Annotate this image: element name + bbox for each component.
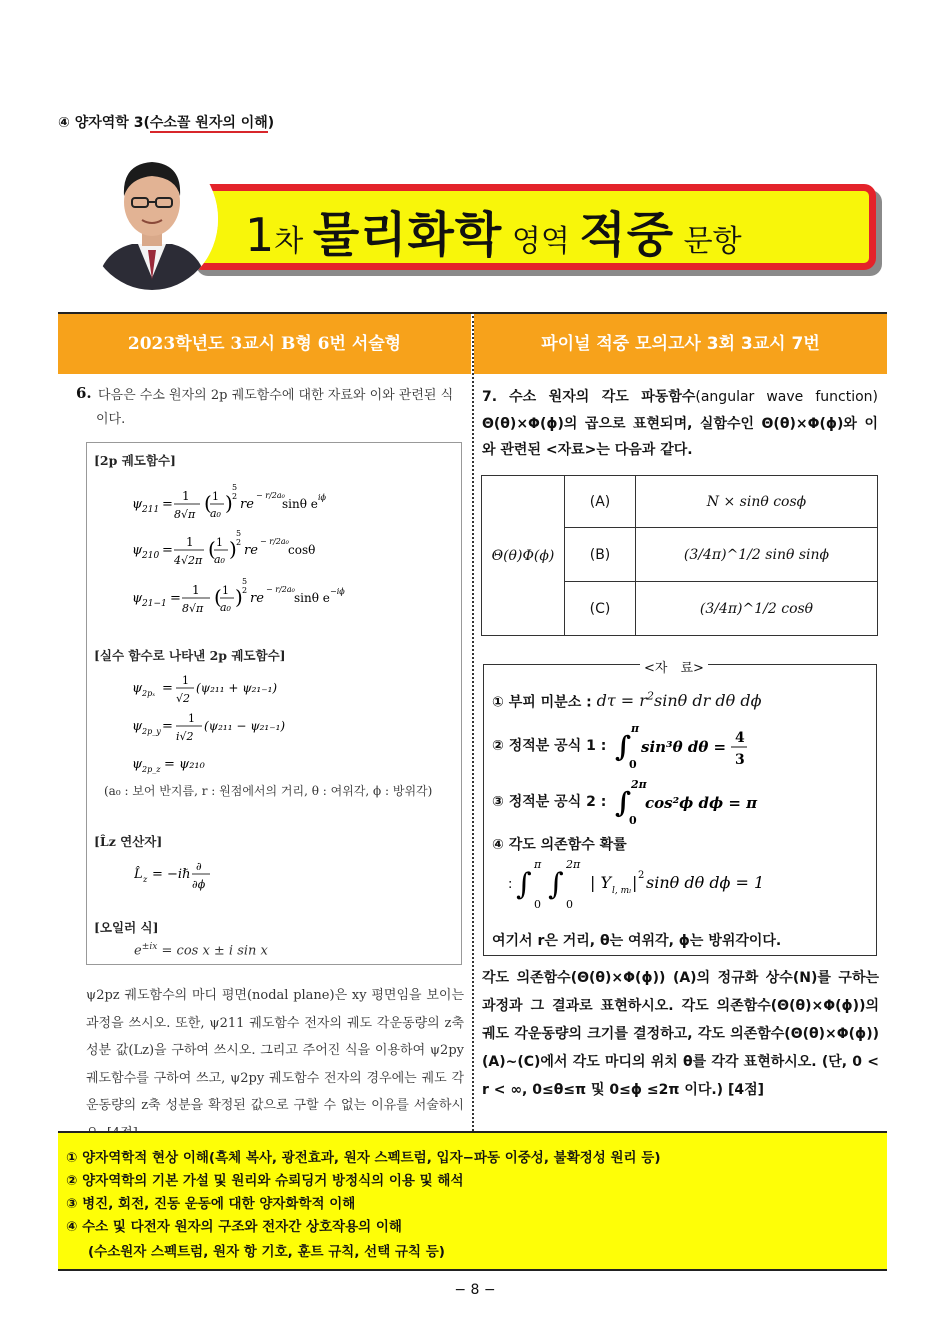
svg-text:=: = <box>170 591 181 606</box>
svg-text:√2: √2 <box>176 692 191 705</box>
question-number: 6. <box>76 384 92 402</box>
equation-euler: $e^{\pm ix} = \cos x \pm i$ sin x <box>134 942 268 959</box>
table-value-c: (3/4π)^1/2 cosθ <box>636 582 878 636</box>
svg-text:sinθ e: sinθ e <box>282 497 318 511</box>
question-7-task: 각도 의존함수(Θ(θ)×Φ(ϕ)) (A)의 정규화 상수(N)를 구하는 과정과 그 결과로 표현하시오. 각도 의존함수(Θ(θ)×Φ(ϕ))의 궤도 각운동량의 크기를 결정하고, 각도 의존함수(Θ(θ)×Φ(ϕ)) (A)~(C)에서 각도 마디의 위치 θ를 각각 표현하시오. (단, 0 < r < ∞, 0≤θ≤π 및 0≤ϕ ≤2π 이다.) [4점] <box>482 970 879 1098</box>
svg-text:sinθ dθ dϕ = 1: sinθ dθ dϕ = 1 <box>646 873 765 892</box>
svg-text:0: 0 <box>534 898 541 911</box>
curriculum-item-4-detail: (수소원자 스펙트럼, 원자 항 기호, 훈트 규칙, 선택 규칙 등) <box>88 1244 445 1260</box>
svg-text:cos²ϕ dϕ = π: cos²ϕ dϕ = π <box>645 794 758 812</box>
svg-text:1: 1 <box>212 490 219 503</box>
svg-text:sin³θ dθ =: sin³θ dθ = <box>641 738 727 756</box>
svg-text:a₀: a₀ <box>210 507 221 520</box>
equation-psi211 <box>132 484 352 532</box>
svg-text:0: 0 <box>566 898 573 911</box>
svg-text:a₀: a₀ <box>214 553 225 566</box>
equation-psi2pz <box>132 752 272 780</box>
svg-text:=: = <box>162 497 173 512</box>
svg-text:(: ( <box>208 537 216 561</box>
svg-text:2p_y: 2p_y <box>142 727 161 736</box>
svg-text:re: re <box>240 497 254 512</box>
equation-psi210 <box>132 530 352 578</box>
svg-text:): ) <box>229 537 237 561</box>
svg-text:∫: ∫ <box>516 867 532 902</box>
ref-item-3: ③ 정적분 공식 2 : ∫ 2π 0 cos²ϕ dϕ = π <box>492 778 758 827</box>
svg-text:= −iℏ: = −iℏ <box>152 867 191 882</box>
svg-text:∫: ∫ <box>615 730 632 763</box>
curriculum-item-2: ② 양자역학의 기본 가설 및 원리와 슈뢰딩거 방정식의 이용 및 해석 <box>66 1173 464 1189</box>
svg-text:ψ: ψ <box>132 543 143 558</box>
svg-text:re: re <box>250 591 264 606</box>
svg-text:1: 1 <box>186 535 194 549</box>
svg-text:211: 211 <box>142 505 160 515</box>
svg-text:8√π: 8√π <box>182 602 204 615</box>
ref-item-2: ② 정적분 공식 1 : ∫ π 0 sin³θ dθ = 4 3 <box>492 722 745 771</box>
svg-text:∫: ∫ <box>615 786 632 819</box>
svg-text:=: = <box>162 719 173 734</box>
svg-text:=: = <box>162 681 173 696</box>
ref-item-4: ④ 각도 의존함수 확률 <box>492 837 627 853</box>
equation-psi21-1 <box>132 578 362 626</box>
svg-text:π: π <box>631 722 640 735</box>
curriculum-item-4: ④ 수소 및 다전자 원자의 구조와 전자간 상호작용의 이해 <box>66 1219 402 1235</box>
header-left: 2023학년도 3교시 B형 6번 서술형 <box>58 314 471 374</box>
svg-text:1: 1 <box>182 489 190 503</box>
svg-text:0: 0 <box>629 814 637 827</box>
svg-text:4√2π: 4√2π <box>174 554 203 567</box>
svg-text:ψ: ψ <box>132 719 143 734</box>
svg-text:− r/2a₀: − r/2a₀ <box>266 585 295 594</box>
svg-text:1: 1 <box>216 536 223 549</box>
svg-text:210: 210 <box>142 551 160 561</box>
svg-text:(: ( <box>214 585 222 609</box>
svg-text:21−1: 21−1 <box>142 599 167 609</box>
svg-text:l, mₗ: l, mₗ <box>612 886 632 896</box>
svg-text:ψ: ψ <box>132 757 143 772</box>
column-divider <box>472 316 474 1131</box>
box-heading-real: [실수 함수로 나타낸 2p 궤도함수] <box>94 648 286 663</box>
svg-text:1: 1 <box>182 674 189 687</box>
header-right: 파이널 적중 모의고사 3회 3교시 7번 <box>474 314 887 374</box>
svg-text:2: 2 <box>232 492 238 501</box>
svg-text:∂ϕ: ∂ϕ <box>192 878 206 891</box>
box-heading-euler: [오일러 식] <box>94 920 159 935</box>
svg-text:a₀: a₀ <box>220 601 231 614</box>
svg-text:L̂: L̂ <box>134 867 143 882</box>
svg-text:4: 4 <box>735 730 745 746</box>
svg-text:2pₓ: 2pₓ <box>142 689 156 698</box>
svg-text:2p_z: 2p_z <box>142 765 161 774</box>
svg-text:re: re <box>244 543 258 558</box>
svg-text:|: | <box>632 873 638 892</box>
svg-text:5: 5 <box>232 483 238 492</box>
curriculum-item-3: ③ 병진, 회전, 진동 운동에 대한 양자화학적 이해 <box>66 1196 356 1212</box>
page-number: − 8 − <box>454 1282 496 1298</box>
table-value-a: N × sinθ cosϕ <box>636 476 878 528</box>
svg-text:ψ: ψ <box>132 497 143 512</box>
svg-text:2: 2 <box>638 870 645 881</box>
equation-psi2py <box>132 710 352 750</box>
box-heading-operator: [L̂z 연산자] <box>94 834 163 849</box>
reference-title: <자 료> <box>640 657 708 676</box>
svg-text:| Y: | Y <box>590 873 612 892</box>
instructor-photo <box>86 148 218 290</box>
svg-text:π: π <box>534 858 542 871</box>
question-intro: 다음은 수소 원자의 2p 궤도함수에 대한 자료와 이와 관련된 식이다. <box>96 388 454 427</box>
svg-text:2: 2 <box>236 538 242 547</box>
table-rowhead: Θ(θ)Φ(ϕ) <box>482 476 565 636</box>
svg-text::: : <box>508 877 513 892</box>
svg-text:): ) <box>235 585 243 609</box>
svg-text:1: 1 <box>222 584 229 597</box>
banner-title: 1차 물리화학 영역 적중 문항 <box>245 207 742 263</box>
svg-text:2: 2 <box>242 586 248 595</box>
svg-text:1: 1 <box>188 712 195 725</box>
svg-text:5: 5 <box>242 577 248 586</box>
svg-text:− r/2a₀: − r/2a₀ <box>256 491 285 500</box>
svg-text:2π: 2π <box>566 858 581 871</box>
svg-text:8√π: 8√π <box>174 508 196 521</box>
svg-text:=: = <box>162 543 173 558</box>
wavefunction-table <box>481 475 878 636</box>
svg-text:z: z <box>143 875 148 884</box>
equation-psi2px <box>132 672 352 712</box>
svg-text:sinθ e: sinθ e <box>294 591 330 605</box>
svg-text:ψ: ψ <box>132 591 143 606</box>
svg-text:0: 0 <box>629 758 637 771</box>
ref-item-4-equation <box>508 856 808 916</box>
table-value-b: (3/4π)^1/2 sinθ sinϕ <box>636 528 878 582</box>
table-label-c: (C) <box>565 582 636 636</box>
table-label-a: (A) <box>565 476 636 528</box>
svg-text:(: ( <box>204 491 212 515</box>
curriculum-item-1: ① 양자역학적 현상 이해(흑체 복사, 광전효과, 원자 스펙트럼, 입자−파동 이중성, 불확정성 원리 등) <box>66 1150 661 1166</box>
svg-text:): ) <box>225 491 233 515</box>
svg-text:iϕ: iϕ <box>318 493 327 502</box>
question-body: ψ2pz 궤도함수의 마디 평면(nodal plane)은 xy 평면임을 보이는 과정을 쓰시오. 또한, ψ211 궤도함수 전자의 궤도 각운동량의 z축 성분 값(Lz)을 구하여 쓰시오. 그리고 주어진 식을 이용하여 ψ2py 궤도함수를 구하여 쓰고, ψ2py 궤도함수 전자의 경우에는 궤도 각운동량의 z축 성분을 확정된 값으로 구할 수 없는 이유를 서술하시 <box>86 988 464 1113</box>
svg-text:1: 1 <box>192 583 200 597</box>
svg-text:∂: ∂ <box>196 860 202 873</box>
ref-note: 여기서 r은 거리, θ는 여위각, ϕ는 방위각이다. <box>492 933 782 949</box>
ref-item-1: ① 부피 미분소 : $d\tau = r^2\sin\theta$ dr dθ dϕ <box>492 690 762 711</box>
symbol-note: (a₀ : 보어 반지름, r : 원점에서의 거리, θ : 여위각, ϕ : 방위각) <box>104 784 433 798</box>
svg-text:ψ: ψ <box>132 681 143 696</box>
box-heading-2p: [2p 궤도함수] <box>94 453 176 468</box>
section-label: ④ 양자역학 3(수소꼴 원자의 이해) <box>58 115 275 131</box>
svg-text:∫: ∫ <box>548 867 564 902</box>
equation-lz <box>134 858 274 898</box>
svg-text:cosθ: cosθ <box>288 543 316 557</box>
svg-text:− r/2a₀: − r/2a₀ <box>260 537 289 546</box>
table-label-b: (B) <box>565 528 636 582</box>
svg-text:5: 5 <box>236 529 242 538</box>
svg-text:i√2: i√2 <box>176 730 194 743</box>
svg-text:3: 3 <box>735 752 745 768</box>
svg-text:= ψ₂₁₀: = ψ₂₁₀ <box>164 757 205 772</box>
svg-text:(ψ₂₁₁ − ψ₂₁₋₁): (ψ₂₁₁ − ψ₂₁₋₁) <box>204 719 286 733</box>
svg-text:(ψ₂₁₁ + ψ₂₁₋₁): (ψ₂₁₁ + ψ₂₁₋₁) <box>196 681 278 695</box>
question-7-text: 7. 수소 원자의 각도 파동함수(angular wave function) Θ(θ)×Φ(ϕ)의 곱으로 표현되며, 실함수인 Θ(θ)×Φ(ϕ)와 이와 관련된 <자료>는 다음과 같다. <box>482 389 879 458</box>
svg-text:2π: 2π <box>631 778 647 791</box>
svg-text:−iϕ: −iϕ <box>330 587 345 596</box>
